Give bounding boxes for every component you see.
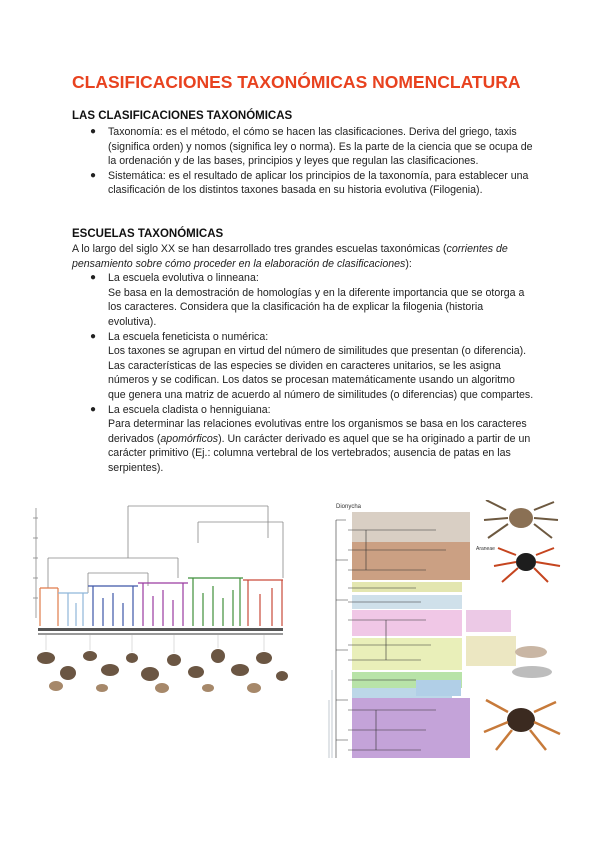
section-heading-clasificaciones: LAS CLASIFICACIONES TAXONÓMICAS [72,110,293,122]
spider-photo-2 [494,548,560,582]
mammal-phylogeny-figure [28,498,293,698]
spider-phylogeny-figure [326,500,566,762]
intro-paragraph: A lo largo del siglo XX se han desarrollado tres grandes escuelas taxonómicas (corrientes de pensamiento sobre cómo proceder en la elaboración de clasificaciones): [72,243,508,270]
section2-body [72,242,534,476]
bullet-icon: ● [90,403,97,415]
section1-list [72,125,534,198]
school-item-cladista: ● La escuela cladista o henniguiana: Para determinar las relaciones evolutivas entre los organismos se basa en los caracteres derivados (apomórficos). Un carácter derivado es aquel que se ha originado a partir de un carácter primitivo (Ej.: columna vertebral de los vertebrados; ausencia de patas en las serpientes). [90,403,531,474]
list-item: ● Sistemática: es el resultado de aplicar los principios de la taxonomía, para establecer una clasificación de los distintos taxones basada en su historia evolutiva (Filogenia). [90,169,529,197]
bullet-icon: ● [90,330,97,342]
page-title: CLASIFICACIONES TAXONÓMICAS NOMENCLATURA [72,72,521,92]
figure-label: Dionycha [336,504,362,510]
list-item: ● Taxonomía: es el método, el cómo se hacen las clasificaciones. Deriva del griego, taxis (significa orden) y nomos (significa ley o norma). Es la parte de la ciencia que se ocupa de la ordenación y de las bases, principios y leyes que regulan las clasificaciones. [90,126,533,168]
section-heading-escuelas: ESCUELAS TAXONÓMICAS [72,228,224,240]
bullet-icon: ● [90,126,97,137]
spider-photo-1 [484,500,558,538]
figure-side-label: Araneae [476,546,495,552]
spider-photo-3 [512,646,552,678]
school-item-evolutiva: ● La escuela evolutiva o linneana: Se basa en la demostración de homologías y en la diferente importancia que se otorga a los caracteres. Considera que la clasificación ha de explicar la filogenia (historia evolutiva). [90,272,525,328]
spider-photo-4 [484,700,560,750]
bullet-icon: ● [90,169,97,181]
school-item-feneticista: ● La escuela feneticista o numérica: Los taxones se agrupan en virtud del número de similitudes que presentan (o diferencia). Las características de las especies se dividen en caracteres unitarios, se les asigna números y se codifican. Los datos se procesan matemáticamente usando un algoritmo que genera una matriz de acuerdo al número de similitudes (o diferencias) que compartes. [90,330,534,401]
bullet-icon: ● [90,272,97,284]
